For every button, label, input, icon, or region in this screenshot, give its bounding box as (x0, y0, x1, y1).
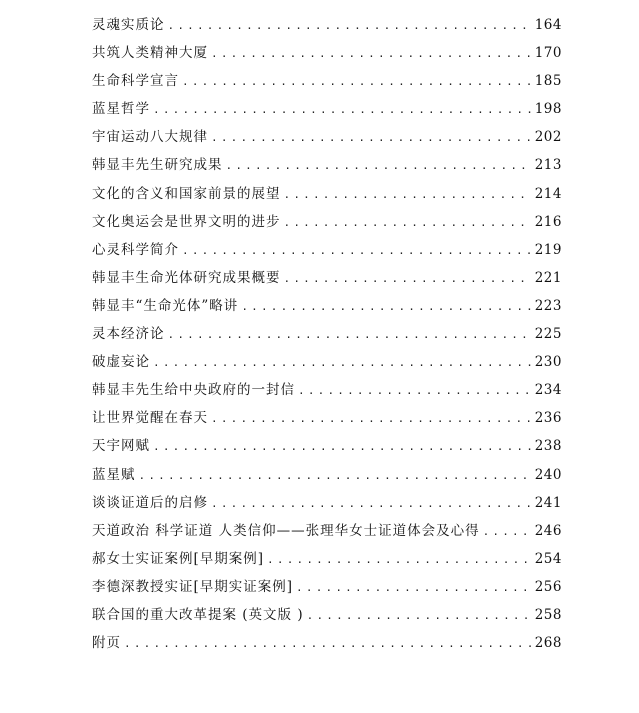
dot-leader (296, 581, 531, 594)
toc-entry-title: 宇宙运动八大规律 (92, 129, 208, 146)
toc-entry-page-number: 219 (534, 241, 562, 258)
toc-entry-page-number: 202 (534, 129, 562, 146)
toc-entry[interactable] (92, 182, 562, 210)
toc-entry-page-number: 241 (534, 494, 562, 511)
toc-entry-page-number: 223 (534, 297, 562, 314)
toc-entry[interactable] (92, 463, 562, 491)
toc-entry-page-number: 246 (534, 522, 562, 539)
toc-entry[interactable] (92, 575, 562, 603)
toc-entry-title: 蓝星哲学 (92, 101, 150, 118)
toc-entry-page-number: 170 (534, 45, 562, 62)
dot-leader (182, 75, 531, 88)
toc-entry[interactable] (92, 631, 562, 659)
dot-leader (168, 19, 531, 32)
toc-entry-title: 天宇网赋 (92, 438, 150, 455)
toc-entry-title: 灵本经济论 (92, 326, 165, 343)
toc-entry[interactable] (92, 603, 562, 631)
toc-entry[interactable] (92, 378, 562, 406)
toc-entry[interactable] (92, 41, 562, 69)
toc-entry-page-number: 214 (534, 185, 562, 202)
dot-leader (153, 440, 531, 453)
toc-entry-title: 灵魂实质论 (92, 17, 165, 33)
toc-entry[interactable] (92, 294, 562, 322)
toc-entry[interactable] (92, 69, 562, 97)
dot-leader (139, 469, 531, 482)
toc-entry-title: 蓝星赋 (92, 466, 136, 483)
toc-entry[interactable] (92, 491, 562, 519)
dot-leader (298, 384, 531, 397)
dot-leader (124, 637, 531, 650)
toc-entry-title: 韩显丰先生研究成果 (92, 157, 223, 174)
dot-leader (284, 272, 531, 285)
toc-entry-title: 韩显丰“生命光体”略讲 (92, 297, 239, 314)
toc-entry-page-number: 225 (534, 326, 562, 343)
toc-entry[interactable] (92, 125, 562, 153)
dot-leader (168, 328, 531, 341)
dot-leader (153, 356, 531, 369)
dot-leader (284, 216, 531, 229)
toc-entry-title: 让世界觉醒在春天 (92, 410, 208, 427)
toc-entry[interactable] (92, 322, 562, 350)
toc-entry-page-number: 254 (534, 550, 562, 567)
toc-entry-title: 心灵科学简介 (92, 241, 179, 258)
toc-entry[interactable] (92, 406, 562, 434)
toc-entry-title: 共筑人类精神大厦 (92, 45, 208, 62)
toc-entry[interactable] (92, 519, 562, 547)
toc-entry[interactable] (92, 434, 562, 462)
dot-leader (307, 609, 531, 622)
toc-entry-page-number: 198 (534, 101, 562, 118)
dot-leader (483, 525, 531, 538)
toc-entry-title: 天道政治 科学证道 人类信仰——张理华女士证道体会及心得 (92, 522, 480, 539)
dot-leader (226, 159, 531, 172)
toc-entry-title: 文化奥运会是世界文明的进步 (92, 213, 281, 230)
toc-entry-title: 附页 (92, 635, 121, 652)
toc-entry-title: 郝女士实证案例[早期案例] (92, 550, 265, 567)
toc-entry-title: 韩显丰生命光体研究成果概要 (92, 269, 281, 286)
toc-entry[interactable] (92, 97, 562, 125)
toc-entry-page-number: 216 (534, 213, 562, 230)
dot-leader (211, 412, 531, 425)
dot-leader (153, 103, 531, 116)
toc-entry[interactable] (92, 13, 562, 41)
toc-entry-title: 联合国的重大改革提案 (英文版 ) (92, 606, 304, 623)
dot-leader (211, 47, 531, 60)
toc-entry-title: 谈谈证道后的启修 (92, 494, 208, 511)
dot-leader (211, 131, 531, 144)
toc-entry-title: 李德深教授实证[早期实证案例] (92, 578, 294, 595)
toc-entry[interactable] (92, 350, 562, 378)
dot-leader (211, 497, 531, 510)
toc-entry-page-number: 213 (534, 157, 562, 174)
toc-entry-title: 破虚妄论 (92, 354, 150, 371)
toc-entry-page-number: 236 (534, 410, 562, 427)
dot-leader (182, 244, 531, 257)
table-of-contents (92, 13, 562, 659)
toc-entry[interactable] (92, 266, 562, 294)
toc-entry[interactable] (92, 547, 562, 575)
toc-entry-page-number: 230 (534, 354, 562, 371)
toc-entry-page-number: 221 (534, 269, 562, 286)
toc-entry-page-number: 164 (534, 17, 562, 33)
toc-entry-page-number: 268 (534, 635, 562, 652)
toc-entry-title: 生命科学宣言 (92, 73, 179, 90)
dot-leader (241, 300, 530, 313)
toc-entry-title: 韩显丰先生给中央政府的一封信 (92, 382, 295, 399)
toc-entry-page-number: 258 (534, 606, 562, 623)
toc-entry-title: 文化的含义和国家前景的展望 (92, 185, 281, 202)
toc-entry-page-number: 238 (534, 438, 562, 455)
dot-leader (284, 188, 531, 201)
toc-entry-page-number: 234 (534, 382, 562, 399)
toc-entry[interactable] (92, 238, 562, 266)
dot-leader (267, 553, 531, 566)
toc-entry-page-number: 185 (534, 73, 562, 90)
toc-entry[interactable] (92, 210, 562, 238)
toc-entry[interactable] (92, 153, 562, 181)
toc-entry-page-number: 256 (534, 578, 562, 595)
toc-entry-page-number: 240 (534, 466, 562, 483)
